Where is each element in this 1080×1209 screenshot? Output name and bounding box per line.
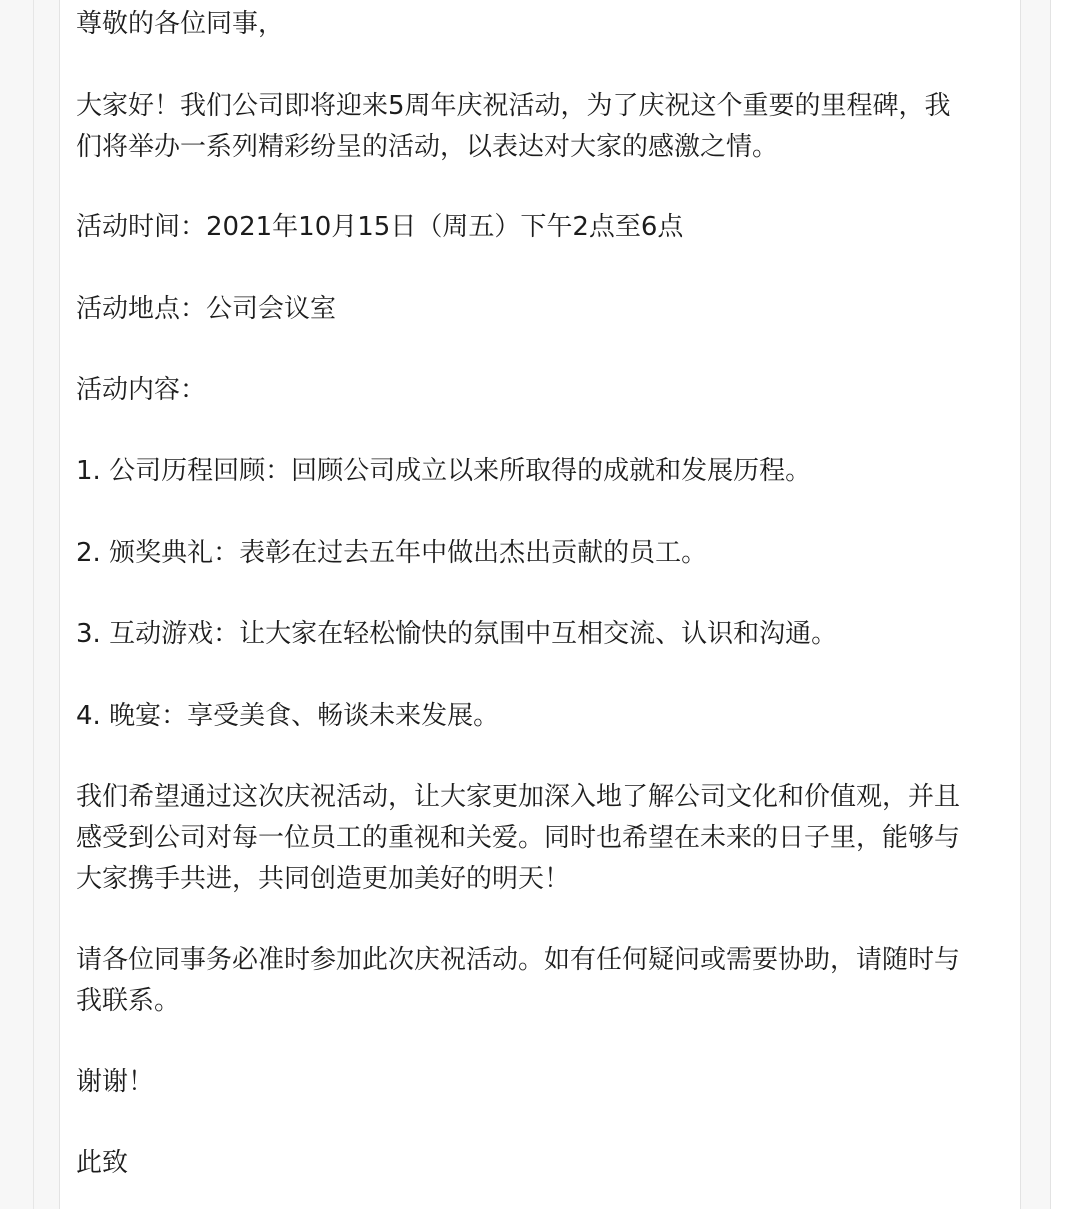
greeting: 尊敬的各位同事， <box>76 9 285 39</box>
list-item: 4. 晚宴：享受美食、畅谈未来发展。 <box>76 701 500 731</box>
content-heading: 活动内容： <box>76 375 207 405</box>
scrollbar-track[interactable] <box>1050 0 1080 1209</box>
hope-line-3: 大家携手共进，共同创造更加美好的明天！ <box>76 864 571 894</box>
request-line-1: 请各位同事务必准时参加此次庆祝活动。如有任何疑问或需要协助，请随时与 <box>76 945 961 975</box>
intro-line-2: 们将举办一系列精彩纷呈的活动，以表达对大家的感激之情。 <box>76 132 779 162</box>
event-time: 活动时间：2021年10月15日（周五）下午2点至6点 <box>76 212 684 242</box>
intro-line-1: 大家好！我们公司即将迎来5周年庆祝活动，为了庆祝这个重要的里程碑，我 <box>76 91 951 121</box>
event-location: 活动地点：公司会议室 <box>76 294 337 324</box>
closing: 此致 <box>76 1148 129 1178</box>
list-item: 2. 颁奖典礼：表彰在过去五年中做出杰出贡献的员工。 <box>76 538 708 568</box>
left-margin <box>0 0 34 1209</box>
thanks: 谢谢！ <box>76 1067 155 1097</box>
hope-line-1: 我们希望通过这次庆祝活动，让大家更加深入地了解公司文化和价值观，并且 <box>76 782 961 812</box>
hope-line-2: 感受到公司对每一位员工的重视和关爱。同时也希望在未来的日子里，能够与 <box>76 823 961 853</box>
document-card <box>59 0 1021 1209</box>
request-line-2: 我联系。 <box>76 986 181 1016</box>
list-item: 1. 公司历程回顾：回顾公司成立以来所取得的成就和发展历程。 <box>76 456 812 486</box>
list-item: 3. 互动游戏：让大家在轻松愉快的氛围中互相交流、认识和沟通。 <box>76 619 838 649</box>
